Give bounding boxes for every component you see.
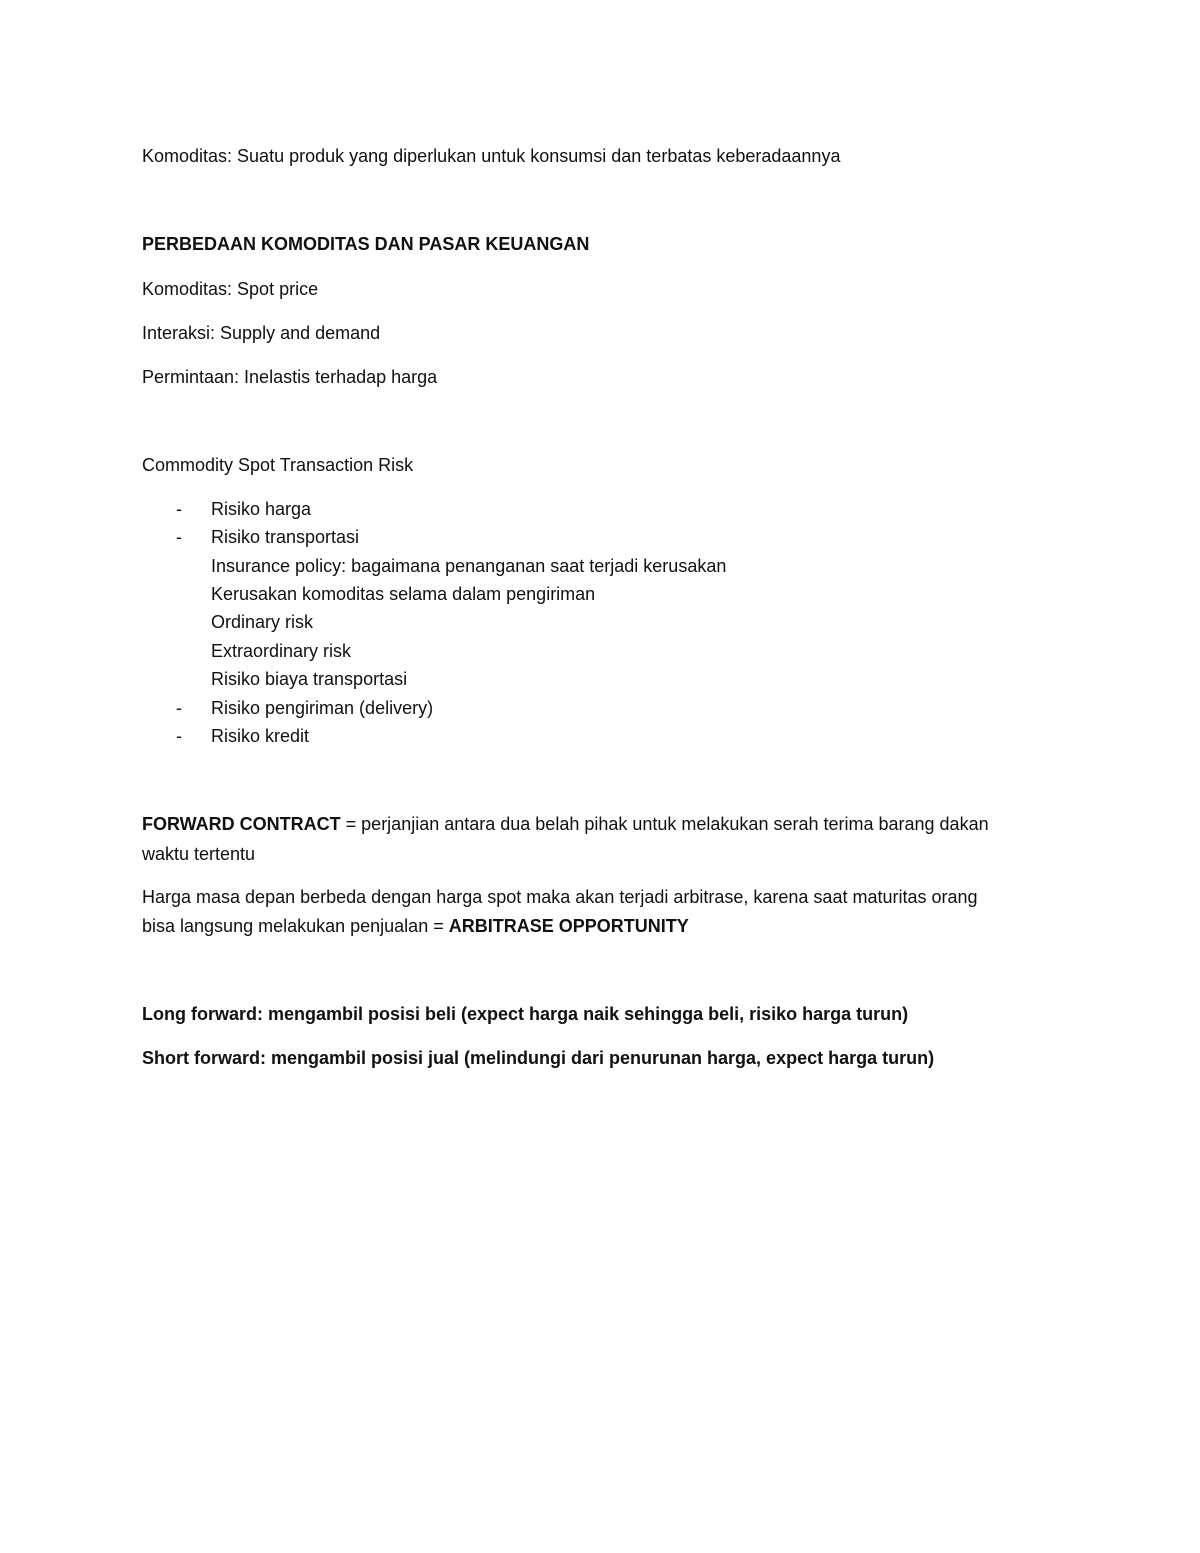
- line-komoditas-spot-price: Komoditas: Spot price: [142, 279, 319, 299]
- bullet-dash: -: [176, 499, 182, 519]
- short-forward-line: Short forward: mengambil posisi jual (melindungi dari penurunan harga, expect harga turun): [142, 1048, 935, 1068]
- list-subitem-ordinary-risk: Ordinary risk: [211, 612, 314, 632]
- forward-contract-definition: = perjanjian antara dua belah pihak untuk melakukan serah terima barang dakan: [340, 814, 989, 834]
- list-subitem-extraordinary-risk: Extraordinary risk: [211, 641, 352, 661]
- section-heading-risk: Commodity Spot Transaction Risk: [142, 455, 414, 475]
- arbitrase-line2: [142, 915, 689, 937]
- forward-contract-term: FORWARD CONTRACT: [142, 814, 341, 834]
- arbitrase-prefix: bisa langsung melakukan penjualan =: [142, 916, 449, 936]
- intro-text: Komoditas: Suatu produk yang diperlukan untuk konsumsi dan terbatas keberadaannya: [142, 146, 841, 166]
- section-heading-perbedaan: PERBEDAAN KOMODITAS DAN PASAR KEUANGAN: [142, 234, 590, 254]
- line-interaksi: Interaksi: Supply and demand: [142, 323, 381, 343]
- bullet-dash: -: [176, 527, 182, 547]
- list-subitem-kerusakan: Kerusakan komoditas selama dalam pengiriman: [211, 584, 596, 604]
- list-item-risiko-transportasi: Risiko transportasi: [211, 527, 360, 547]
- line-permintaan: Permintaan: Inelastis terhadap harga: [142, 367, 438, 387]
- arbitrase-term: ARBITRASE OPPORTUNITY: [448, 916, 689, 936]
- list-subitem-insurance-policy: Insurance policy: bagaimana penanganan saat terjadi kerusakan: [211, 556, 727, 576]
- arbitrase-line1: Harga masa depan berbeda dengan harga spot maka akan terjadi arbitrase, karena saat maturitas orang: [142, 887, 978, 907]
- bullet-dash: -: [176, 726, 182, 746]
- long-forward-line: Long forward: mengambil posisi beli (expect harga naik sehingga beli, risiko harga turun): [142, 1004, 909, 1024]
- list-item-risiko-pengiriman: Risiko pengiriman (delivery): [211, 698, 434, 718]
- list-subitem-biaya-transportasi: Risiko biaya transportasi: [211, 669, 408, 689]
- list-item-risiko-kredit: Risiko kredit: [211, 726, 310, 746]
- forward-contract-line1: [142, 813, 989, 835]
- list-item-risiko-harga: Risiko harga: [211, 499, 312, 519]
- forward-contract-line2: waktu tertentu: [142, 844, 256, 864]
- bullet-dash: -: [176, 698, 182, 718]
